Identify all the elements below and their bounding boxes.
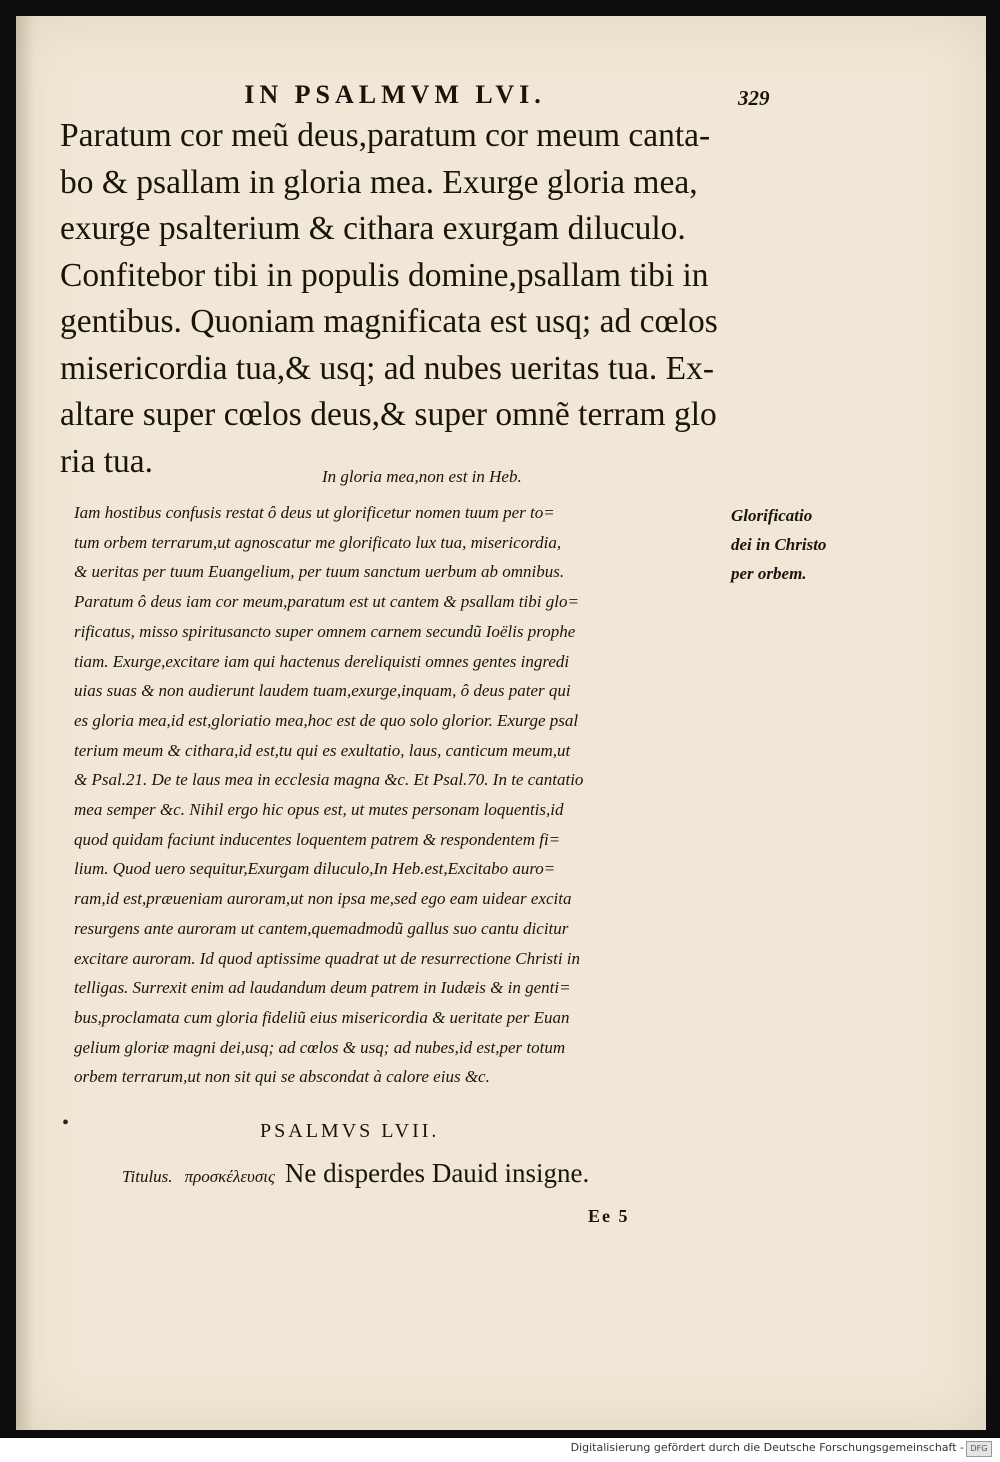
main-text-line: misericordia tua,& usq; ad nubes ueritas tua. Ex-	[60, 349, 715, 387]
footer-credit: Digitalisierung gefördert durch die Deutsche Forschungsgemeinschaft -	[570, 1441, 964, 1454]
main-text-line: Confitebor tibi in populis domine,psallam tibi in	[60, 256, 709, 294]
commentary-line: Iam hostibus confusis restat ô deus ut glorificetur nomen tuum per to=	[74, 503, 555, 522]
marginal-note	[731, 501, 871, 588]
commentary-line: & Psal.21. De te laus mea in ecclesia magna &c. Et Psal.70. In te cantatio	[74, 770, 584, 790]
greek-word: προσκέλευσις	[184, 1167, 275, 1186]
marginal-note-line: per orbem.	[731, 564, 807, 583]
commentary-line: uias suas & non audierunt laudem tuam,exurge,inquam, ô deus pater qui	[74, 681, 571, 701]
title-text: Ne disperdes Dauid insigne.	[284, 1158, 590, 1188]
commentary-text	[74, 498, 734, 1092]
commentary-line: tum orbem terrarum,ut agnoscatur me glorificato lux tua, misericordia,	[74, 532, 562, 552]
marginal-note-line: Glorificatio	[731, 506, 813, 525]
commentary-line: resurgens ante auroram ut cantem,quemadmodũ gallus suo cantu dicitur	[74, 918, 569, 938]
commentary-line: rificatus, misso spiritusancto super omnem carnem secundũ Ioëlis prophe	[74, 621, 576, 641]
commentary-line: Paratum ô deus iam cor meum,paratum est ut cantem & psallam tibi glo=	[74, 592, 579, 612]
marginal-note-line: dei in Christo	[731, 535, 827, 554]
page-gutter-shadow	[16, 16, 34, 1430]
main-text-line: ria tua.	[60, 442, 154, 480]
commentary-line: telligas. Surrexit enim ad laudandum deum patrem in Iudæis & in genti=	[74, 978, 571, 998]
commentary-line: terium meum & cithara,id est,tu qui es exultatio, laus, canticum meum,ut	[74, 740, 571, 760]
main-text-line: altare super cœlos deus,& super omnẽ terram glo	[60, 396, 717, 433]
running-head: IN PSALMVM LVI.	[244, 80, 546, 109]
commentary-line: orbem terrarum,ut non sit qui se abscondat à calore eius &c.	[74, 1067, 490, 1087]
commentary-line: excitare auroram. Id quod aptissime quadrat ut de resurrectione Christi in	[74, 948, 581, 968]
footer-bar	[0, 1438, 1000, 1462]
main-text-line: Paratum cor meũ deus,paratum cor meum canta-	[60, 117, 711, 154]
psalm-heading: PSALMVS LVII.	[260, 1120, 440, 1142]
main-text-line: gentibus. Quoniam magnificata est usq; ad cœlos	[60, 303, 718, 340]
page-number: 329	[738, 86, 770, 110]
title-label: Titulus.	[122, 1167, 173, 1186]
main-text-line: bo & psallam in gloria mea. Exurge gloria mea,	[60, 163, 698, 201]
main-text-line: exurge psalterium & cithara exurgam diluculo.	[60, 210, 686, 247]
commentary-line: tiam. Exurge,excitare iam qui hactenus dereliquisti omnes gentes ingredi	[74, 651, 570, 671]
commentary-line: gelium gloriæ magni dei,usq; ad cœlos & usq; ad nubes,id est,per totum	[74, 1037, 566, 1057]
inline-note: In gloria mea,non est in Heb.	[322, 467, 522, 486]
commentary-line: ram,id est,præueniam auroram,ut non ipsa me,sed ego eam uidear excita	[74, 889, 572, 909]
commentary-line: & ueritas per tuum Euangelium, per tuum sanctum uerbum ab omnibus.	[74, 562, 565, 582]
bullet-mark: •	[62, 1112, 70, 1134]
commentary-line: mea semper &c. Nihil ergo hic opus est, ut mutes personam loquentis,id	[74, 800, 564, 820]
commentary-line: quod quidam faciunt inducentes loquentem patrem & respondentem fi=	[74, 829, 561, 849]
dfg-logo-icon: DFG	[966, 1441, 992, 1457]
commentary-line: lium. Quod uero sequitur,Exurgam diluculo,In Heb.est,Excitabo auro=	[74, 859, 556, 879]
commentary-line: bus,proclamata cum gloria fideliũ eius misericordia & ueritate per Euan	[74, 1007, 570, 1027]
signature-mark: Ee 5	[588, 1206, 630, 1226]
psalm-main-text	[60, 113, 732, 485]
commentary-line: es gloria mea,id est,gloriatio mea,hoc est de quo solo glorior. Exurge psal	[74, 710, 579, 730]
psalm-title-line	[122, 1158, 589, 1189]
